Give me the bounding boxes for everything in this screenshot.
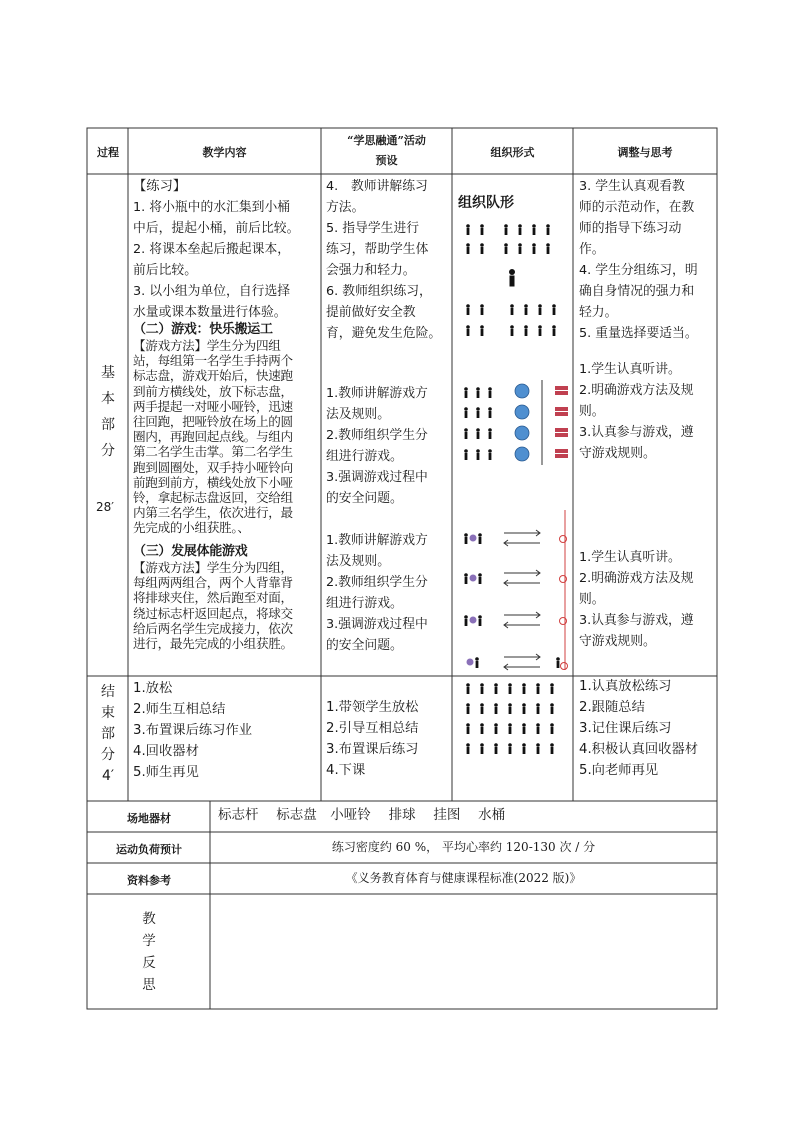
- formation-students: [466, 224, 556, 336]
- load-value: 练习密度约 60 %， 平均心率约 120-130 次 / 分: [331, 840, 596, 854]
- basic-stage-time: 28′: [96, 500, 114, 514]
- header-process: 过程: [97, 146, 119, 159]
- game2-text: 【游戏方法】学生分为四组， 每组两两组合，两个人背靠背 将排球夹住，然后跑至对面， 绕过标志杆返回起点，将球交 给后两名学生完成接力，依次 进行，最先完成的小组获胜。: [133, 560, 293, 652]
- reflection-label: 教 学 反 思: [142, 911, 156, 993]
- ending-stage-label: 结 束 部 分 4′: [101, 684, 115, 784]
- game1-diagram: [464, 380, 568, 465]
- adjust-practice: 3. 学生认真观看教 师的示范动作，在教 师的指导下练习动 作。 4. 学生分组练习，明 确自身情况的强力和 轻力。 5. 重量选择要适当。: [579, 179, 698, 341]
- activity-game1: 1.教师讲解游戏方 法及规则。 2.教师组织学生分 组进行游戏。 3.强调游戏过程中 的安全问题。: [326, 386, 428, 506]
- practice-title: 【练习】: [133, 179, 187, 194]
- ending-adjust: 1.认真放松练习 2.跟随总结 3.记住课后练习 4.积极认真回收器材 5.向老师再见: [579, 679, 699, 778]
- org-diagram: [452, 175, 573, 675]
- reference-value: 《义务教育体育与健康课程标准(2022 版)》: [345, 871, 582, 885]
- load-label: 运动负荷预计: [116, 843, 182, 856]
- adjust-game2: 1.学生认真听讲。 2.明确游戏方法及规 则。 3.认真参与游戏，遵 守游戏规则。: [579, 550, 694, 649]
- ending-formation: [452, 677, 573, 797]
- header-organization: 组织形式: [490, 146, 535, 159]
- basic-stage-label: 基 本 部 分: [101, 365, 115, 459]
- header-content: 教学内容: [202, 146, 247, 159]
- practice-text: 1. 将小瓶中的水汇集到小桶 中后，提起小桶，前后比较。 2. 将课本垒起后搬起课本， 前后比较。 3. 以小组为单位，自行选择 水量或课本数量进行体验。: [133, 200, 300, 320]
- ending-activity: 1.带领学生放松 2.引导互相总结 3.布置课后练习 4.下课: [326, 700, 419, 778]
- ending-content: 1.放松 2.师生互相总结 3.布置课后练习作业 4.回收器材 5.师生再见: [133, 681, 253, 780]
- game2-diagram: [464, 510, 567, 670]
- reference-label: 资料参考: [127, 874, 171, 887]
- equipment-label: 场地器材: [127, 812, 171, 825]
- game2-title: （三）发展体能游戏: [133, 544, 248, 559]
- org-formation-title: 组织队形: [458, 195, 514, 211]
- header-adjust: 调整与思考: [617, 146, 673, 159]
- activity-game2: 1.教师讲解游戏方 法及规则。 2.教师组织学生分 组进行游戏。 3.强调游戏过程中 的安全问题。: [326, 533, 428, 653]
- adjust-game1: 1.学生认真听讲。 2.明确游戏方法及规 则。 3.认真参与游戏，遵 守游戏规则。: [579, 362, 694, 461]
- game1-text: 【游戏方法】学生分为四组 站，每组第一名学生手持两个 标志盘，游戏开始后，快速跑 到前方横线处，放下标志盘， 两手提起一对哑小哑铃，迅速 往回跑，把哑铃放在场上的圆 圈内，再跑回起点线。与组内 第二名学生击掌。第二名学生 跑到圆圈处，双手持小哑铃向 前跑到前方，横线处放下小哑 铃，拿起标志盘返回，交给组 内第三名学生，依次进行，最 先完成的小组获胜。、: [133, 338, 293, 536]
- equipment-value: 标志杆 标志盘 小哑铃 排球 挂图 水桶: [218, 807, 506, 823]
- header-activity: “学思融通”活动 预设: [347, 134, 426, 167]
- game1-title: （二）游戏：快乐搬运工: [133, 322, 273, 337]
- activity-practice: 4. 教师讲解练习 方法。 5. 指导学生进行 练习，帮助学生体 会强力和轻力。 6. 教师组织练习， 提前做好安全教 育，避免发生危险。: [326, 179, 442, 341]
